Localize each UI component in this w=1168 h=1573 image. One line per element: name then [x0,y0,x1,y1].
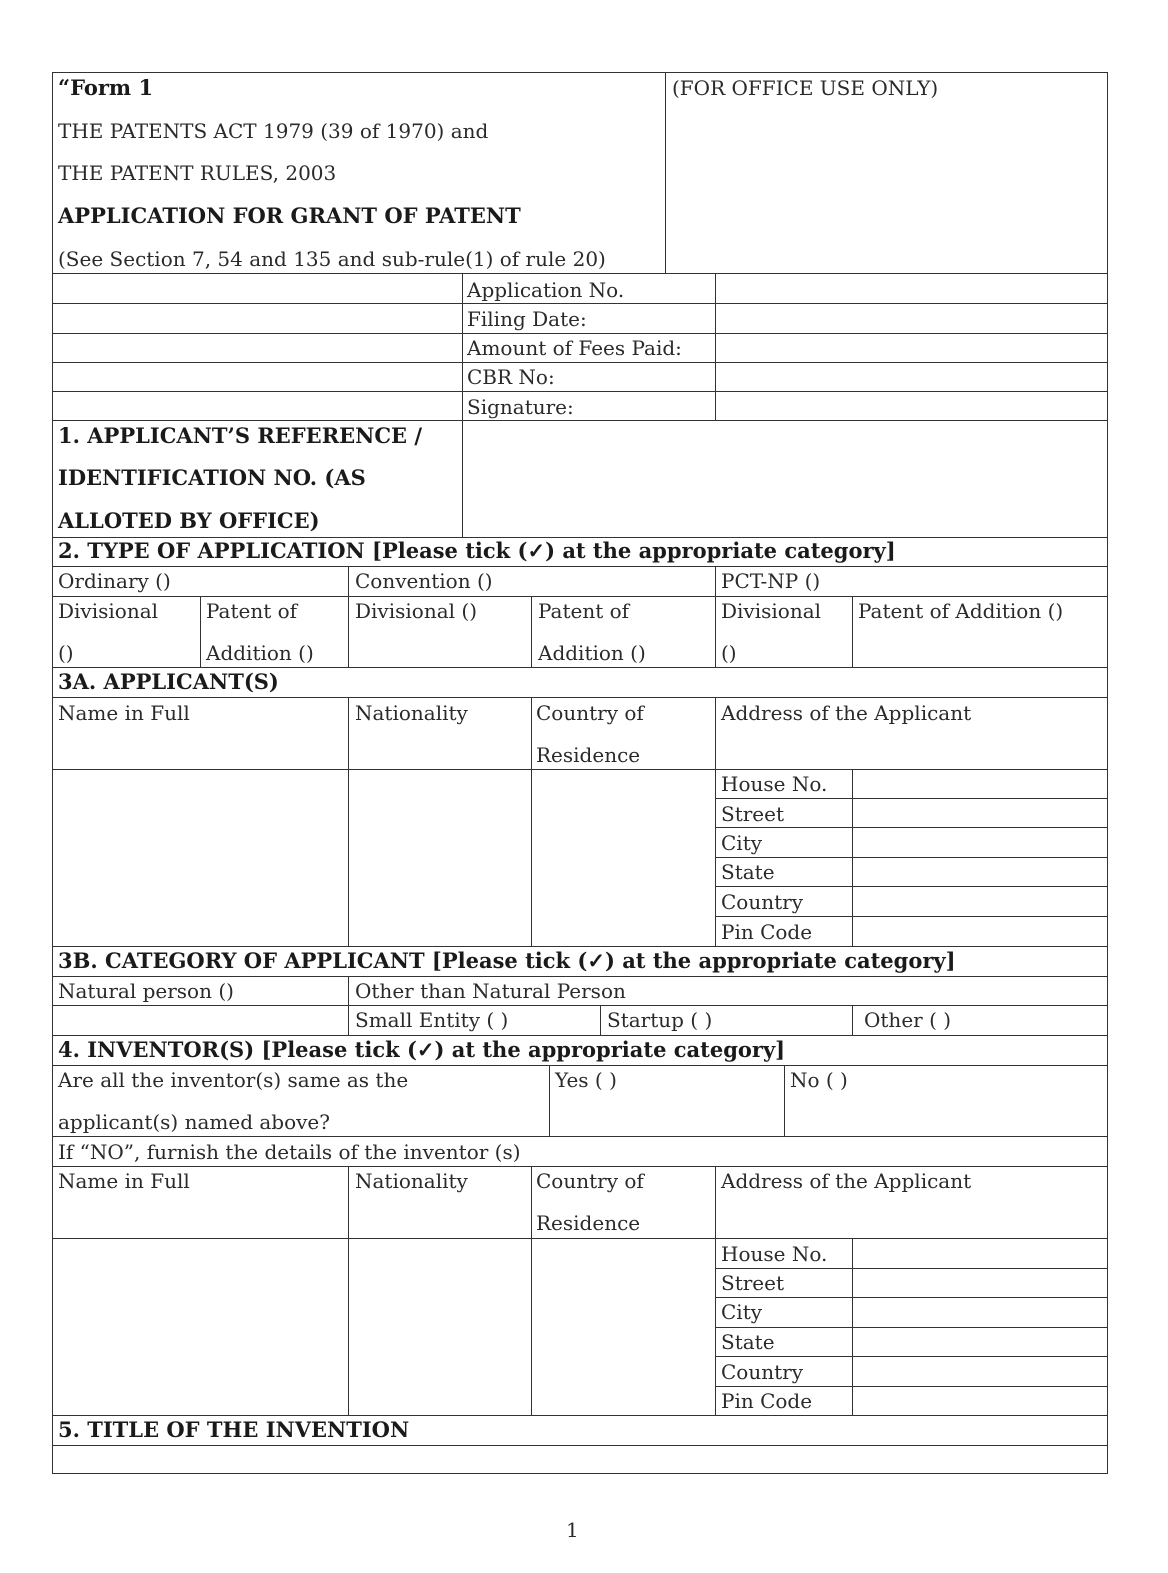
inventor-country-field[interactable] [531,1238,716,1416]
office-use-cell [665,72,1108,274]
applicant-country-addr-field[interactable] [852,886,1108,917]
fees-paid-field[interactable] [715,333,1108,363]
inventor-question-line1: Are all the inventor(s) same as the [58,1068,409,1092]
inventor-name-field[interactable] [52,1238,349,1416]
filing-date-field[interactable] [715,303,1108,334]
applicant-nationality-label: Nationality [355,701,468,725]
convention-option[interactable]: Convention () [355,569,493,593]
applicant-nationality-field[interactable] [348,769,532,947]
applicant-street-label: Street [721,802,785,826]
applicant-name-label: Name in Full [58,701,190,725]
other-than-natural-label: Other than Natural Person [355,979,626,1003]
ordinary-option[interactable]: Ordinary () [58,569,171,593]
sec1-line1: 1. APPLICANT’S REFERENCE / [58,423,423,448]
inventor-country-label-2: Residence [536,1211,641,1235]
pct-np-option[interactable]: PCT-NP () [721,569,821,593]
applicant-country-addr-label: Country [721,890,804,914]
inventor-nationality-label: Nationality [355,1169,468,1193]
application-no-label: Application No. [467,278,625,302]
sec2-heading: 2. TYPE OF APPLICATION [Please tick (✓) at the appropriate category] [58,538,896,563]
applicant-country-label-1: Country of [536,701,644,725]
page-number: 1 [566,1518,579,1542]
applicant-street-field[interactable] [852,798,1108,828]
sec1-line3: ALLOTED BY OFFICE) [58,508,320,533]
office-row-blank [52,391,463,421]
convention-patent-addition-tick[interactable]: Addition () [538,641,646,665]
inventor-country-label-1: Country of [536,1169,644,1193]
pct-divisional-tick[interactable]: () [721,641,737,665]
signature-label: Signature: [467,395,574,419]
inventor-nationality-field[interactable] [348,1238,532,1416]
cbr-no-label: CBR No: [467,365,555,389]
section-reference: (See Section 7, 54 and 135 and sub-rule(1) of rule 20) [58,247,606,271]
applicant-city-field[interactable] [852,827,1108,858]
small-entity-option[interactable]: Small Entity ( ) [355,1008,509,1032]
inventor-yes-option[interactable]: Yes ( ) [555,1068,617,1092]
pct-divisional-label: Divisional [721,599,822,623]
ordinary-patent-addition-tick[interactable]: Addition () [206,641,314,665]
inventor-address-label: Address of the Applicant [721,1169,972,1193]
sec5-heading: 5. TITLE OF THE INVENTION [58,1417,410,1442]
inventor-house-field[interactable] [852,1238,1108,1269]
inventor-pin-field[interactable] [852,1386,1108,1416]
inventor-question-line2: applicant(s) named above? [58,1110,330,1134]
title-of-invention-field[interactable] [52,1445,1108,1474]
applicant-house-field[interactable] [852,769,1108,799]
sec3b-heading: 3B. CATEGORY OF APPLICANT [Please tick (✓) at the appropriate category] [58,948,956,973]
office-row-blank [52,303,463,334]
inventor-street-field[interactable] [852,1268,1108,1298]
inventor-street-label: Street [721,1271,785,1295]
convention-patent-addition-label: Patent of [538,599,630,623]
filing-date-label: Filing Date: [467,307,587,331]
ordinary-patent-addition-label: Patent of [206,599,298,623]
cbr-no-field[interactable] [715,362,1108,392]
office-row-blank [52,333,463,363]
applicant-state-field[interactable] [852,857,1108,887]
inventor-pin-label: Pin Code [721,1389,813,1413]
sec4-heading: 4. INVENTOR(S) [Please tick (✓) at the appropriate category] [58,1037,786,1062]
applicant-country-label-2: Residence [536,743,641,767]
applicant-pin-label: Pin Code [721,920,813,944]
inventor-country-addr-label: Country [721,1360,804,1384]
applicant-reference-field[interactable] [462,420,1108,538]
inventor-no-option[interactable]: No ( ) [790,1068,848,1092]
applicant-name-field[interactable] [52,769,349,947]
office-use-label: (FOR OFFICE USE ONLY) [672,76,939,100]
other-option[interactable]: Other ( ) [864,1008,952,1032]
applicant-house-label: House No. [721,772,828,796]
applicant-state-label: State [721,860,775,884]
natural-person-option[interactable]: Natural person () [58,979,234,1003]
pct-patent-addition-option[interactable]: Patent of Addition () [858,599,1064,623]
convention-divisional-option[interactable]: Divisional () [355,599,477,623]
if-no-instruction: If “NO”, furnish the details of the inventor (s) [58,1140,521,1164]
office-row-blank [52,273,463,304]
act-line: THE PATENTS ACT 1979 (39 of 1970) and [58,119,489,143]
startup-option[interactable]: Startup ( ) [607,1008,713,1032]
applicant-pin-field[interactable] [852,916,1108,947]
inventor-state-label: State [721,1330,775,1354]
inventor-country-addr-field[interactable] [852,1356,1108,1387]
signature-field[interactable] [715,391,1108,421]
office-row-blank [52,362,463,392]
rules-line: THE PATENT RULES, 2003 [58,161,337,185]
applicant-address-label: Address of the Applicant [721,701,972,725]
inventor-city-label: City [721,1300,763,1324]
inventor-name-label: Name in Full [58,1169,190,1193]
sec3a-heading: 3A. APPLICANT(S) [58,669,279,694]
inventor-city-field[interactable] [852,1297,1108,1328]
fees-paid-label: Amount of Fees Paid: [467,336,682,360]
ordinary-divisional-label: Divisional [58,599,159,623]
applicant-city-label: City [721,831,763,855]
form-title: APPLICATION FOR GRANT OF PATENT [58,203,521,228]
form-number: “Form 1 [58,75,154,100]
category-blank-cell [52,1005,349,1036]
inventor-state-field[interactable] [852,1327,1108,1357]
inventor-house-label: House No. [721,1242,828,1266]
sec1-line2: IDENTIFICATION NO. (AS [58,465,366,490]
application-no-field[interactable] [715,273,1108,304]
ordinary-divisional-tick[interactable]: () [58,641,74,665]
applicant-country-field[interactable] [531,769,716,947]
